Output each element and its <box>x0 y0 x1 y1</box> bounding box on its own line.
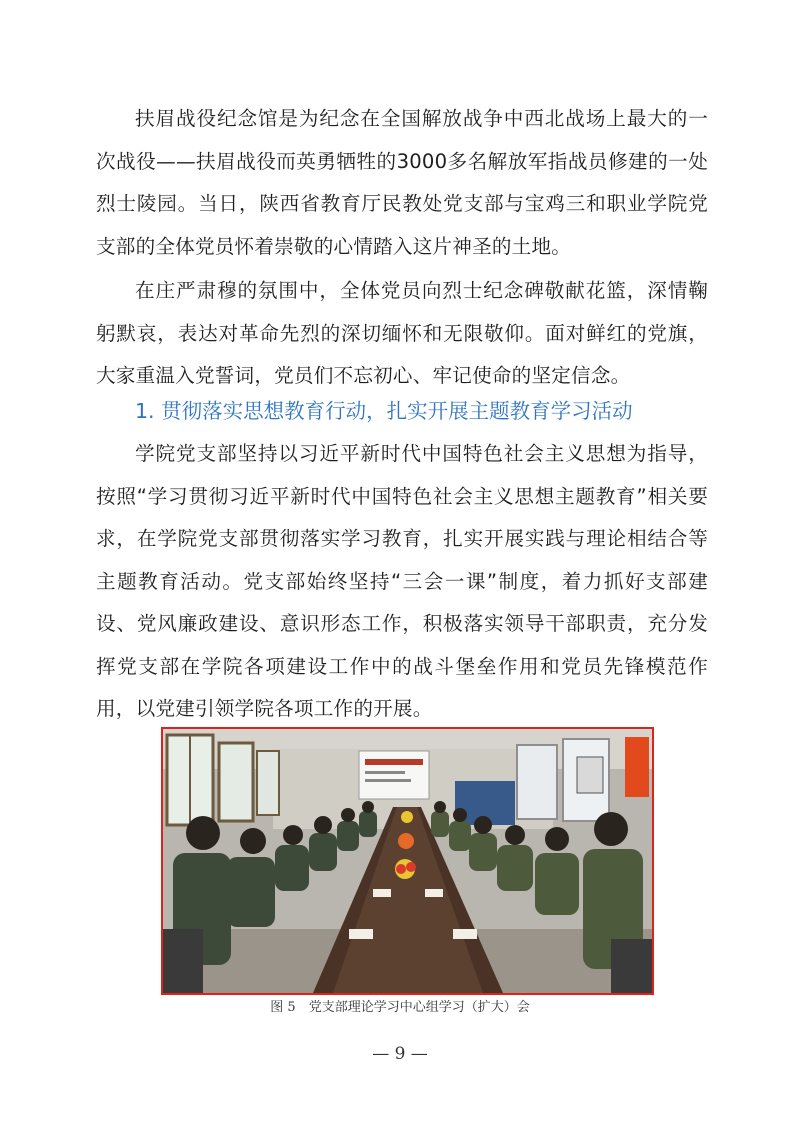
section-heading: 1. 贯彻落实思想教育行动，扎实开展主题教育学习活动 <box>135 399 633 423</box>
body-paragraph-3: 学院党支部坚持以习近平新时代中国特色社会主义思想为指导，按照“学习贯彻习近平新时代中国特色社会主义思想主题教育”相关要求，在学院党支部贯彻落实学习教育，扎实开展实践与理论相结合等主题教育活动。党支部始终坚持“三会一课”制度，着力抓好支部建设、党风廉政建设、意识形态工作，积极落实领导干部职责，充分发挥党支部在学院各项建设工作中的战斗堡垒作用和党员先锋模范作用，以党建引领学院各项工作的开展。 <box>96 442 708 720</box>
meeting-photo-illustration <box>163 729 652 993</box>
body-paragraph-2: 在庄严肃穆的氛围中，全体党员向烈士纪念碑敬献花篮，深情鞠躬默哀，表达对革命先烈的深切缅怀和无限敬仰。面对鲜红的党旗，大家重温入党誓词，党员们不忘初心、牢记使命的坚定信念。 <box>96 279 708 387</box>
page-number: — 9 — <box>372 1044 428 1064</box>
body-paragraph-1: 扶眉战役纪念馆是为纪念在全国解放战争中西北战场上最大的一次战役——扶眉战役而英勇牺牲的3000多名解放军指战员修建的一处烈士陵园。当日，陕西省教育厅民教处党支部与宝鸡三和职业学院党支部的全体党员怀着崇敬的心情踏入这片神圣的土地。 <box>96 107 708 258</box>
meeting-photo <box>161 727 654 995</box>
figure-caption: 图 5 党支部理论学习中心组学习（扩大）会 <box>270 1000 530 1015</box>
